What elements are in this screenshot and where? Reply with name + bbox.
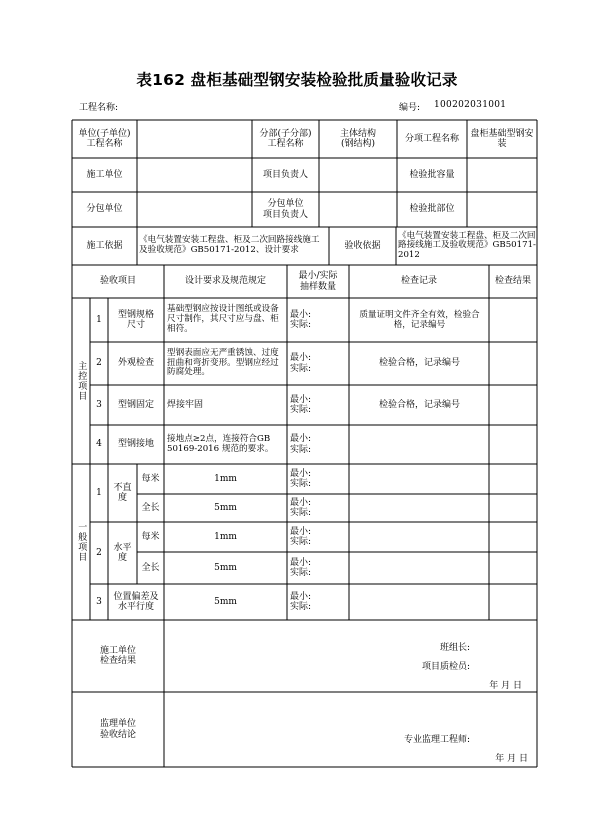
col-sample-size: 最小/实际 抽样数量	[298, 271, 338, 292]
main-item-sample[interactable]: 最小: 实际:	[290, 353, 312, 374]
subunit-name-label: 分部(子分部) 工程名称	[259, 128, 312, 149]
batch-size-label: 检验批容量	[409, 169, 455, 180]
general-item-sample[interactable]: 最小: 实际:	[290, 591, 312, 612]
general-subitem-result[interactable]	[489, 494, 537, 522]
construction-result-label: 施工单位 检查结果	[99, 645, 136, 666]
main-item-no: 4	[96, 439, 102, 450]
main-item-name: 外观检查	[117, 358, 154, 369]
batch-part-value[interactable]	[467, 192, 537, 227]
main-item-sample[interactable]: 最小: 实际:	[290, 394, 312, 415]
main-item-record: 质量证明文件齐全有效，检验合格，记录编号	[359, 310, 480, 330]
general-subitem-sample[interactable]: 最小: 实际:	[290, 526, 312, 547]
construction-basis-label: 施工依据	[86, 240, 123, 251]
main-control-label: 主控项目	[76, 361, 87, 401]
main-item-requirement: 基础型钢应按设计图纸或设备尺寸制作，其尺寸应与盘、柜相符。	[167, 304, 279, 334]
general-item-requirement: 5mm	[214, 596, 237, 607]
sub-project-manager-label: 分包单位 项目负责人	[262, 199, 308, 220]
general-item-name: 位置偏差及 水平行度	[113, 591, 159, 612]
col-inspection-result: 检查结果	[494, 276, 531, 287]
col-acceptance-item: 验收项目	[99, 276, 136, 287]
subitem-name-label: 分项工程名称	[404, 133, 459, 144]
main-item-result[interactable]	[489, 385, 537, 425]
main-item-record: 检验合格，记录编号	[378, 358, 460, 369]
general-item-no: 3	[96, 596, 102, 607]
main-item-sample[interactable]: 最小: 实际:	[290, 434, 312, 455]
general-subitem-name: 全长	[141, 502, 160, 513]
project-name-label: 工程名称:	[79, 103, 119, 113]
unit-name-value[interactable]	[137, 120, 252, 158]
general-subitem-name: 每米	[141, 531, 160, 542]
main-item-name: 型钢固定	[117, 399, 154, 410]
general-item-name: 水平 度	[113, 542, 132, 563]
general-item-no: 2	[96, 547, 102, 558]
project-manager-value[interactable]	[319, 158, 397, 192]
general-subitem-result[interactable]	[489, 464, 537, 494]
acceptance-basis-label: 验收依据	[344, 240, 381, 251]
general-subitem-requirement: 1mm	[214, 473, 237, 484]
constructor-value[interactable]	[137, 158, 252, 192]
main-item-name: 型钢接地	[117, 439, 154, 450]
subunit-name-value: 主体结构 (钢结构)	[339, 128, 376, 149]
general-subitem-record[interactable]	[349, 552, 489, 584]
main-item-requirement: 焊接牢固	[167, 399, 204, 410]
constructor-label: 施工单位	[86, 169, 123, 180]
general-subitem-name: 每米	[141, 473, 160, 484]
general-item-label: 一般项目	[76, 522, 87, 562]
main-item-no: 1	[96, 314, 102, 325]
general-subitem-record[interactable]	[349, 464, 489, 494]
subcontractor-value[interactable]	[137, 192, 252, 227]
col-design-requirement: 设计要求及规范规定	[184, 276, 266, 287]
general-subitem-requirement: 5mm	[214, 502, 237, 513]
general-subitem-sample[interactable]: 最小: 实际:	[290, 497, 312, 518]
batch-size-value[interactable]	[467, 158, 537, 192]
team-leader-label: 班组长:	[439, 642, 470, 653]
col-inspection-record: 检查记录	[400, 276, 437, 287]
general-item-record[interactable]	[349, 584, 489, 620]
general-subitem-record[interactable]	[349, 522, 489, 552]
supervision-date: 年 月 日	[495, 753, 528, 764]
main-item-requirement: 接地点≥2点，连接符合GB 50169-2016 规范的要求。	[167, 433, 274, 454]
supervision-engineer-label: 专业监理工程师:	[403, 734, 470, 745]
code-label: 编号:	[399, 103, 421, 113]
construction-basis-value: 《电气装置安装工程盘、柜及二次回路接线施工及验收规范》GB50171-2012、设计要求	[139, 235, 320, 255]
general-item-result[interactable]	[489, 584, 537, 620]
main-item-result[interactable]	[489, 298, 537, 342]
main-item-sample[interactable]: 最小: 实际:	[290, 309, 312, 330]
main-item-name: 型钢规格 尺寸	[117, 309, 154, 330]
main-item-result[interactable]	[489, 425, 537, 464]
general-item-name: 不直 度	[113, 482, 132, 503]
subcontractor-label: 分包单位	[86, 204, 123, 215]
main-item-no: 3	[96, 399, 102, 410]
project-manager-label: 项目负责人	[262, 169, 308, 180]
supervision-result-label: 监理单位 验收结论	[99, 719, 136, 740]
sub-project-manager-value[interactable]	[319, 192, 397, 227]
general-subitem-record[interactable]	[349, 494, 489, 522]
general-subitem-name: 全长	[141, 562, 160, 573]
main-item-no: 2	[96, 358, 102, 369]
general-subitem-requirement: 5mm	[214, 562, 237, 573]
main-item-record: 检验合格，记录编号	[378, 399, 460, 410]
quality-inspector-label: 项目质检员:	[421, 661, 470, 672]
general-subitem-sample[interactable]: 最小: 实际:	[290, 557, 312, 578]
main-item-record	[352, 425, 487, 464]
general-subitem-result[interactable]	[489, 522, 537, 552]
general-subitem-sample[interactable]: 最小: 实际:	[290, 468, 312, 489]
construction-date: 年 月 日	[489, 680, 522, 691]
main-item-requirement: 型钢表面应无严重锈蚀、过度扭曲和弯折变形。型钢应经过防腐处理。	[167, 347, 279, 378]
unit-name-label: 单位(子单位) 工程名称	[78, 128, 131, 149]
page-title: 表162 盘柜基础型钢安装检验批质量验收记录	[136, 71, 458, 89]
main-item-result[interactable]	[489, 342, 537, 385]
batch-part-label: 检验批部位	[409, 204, 455, 215]
general-subitem-requirement: 1mm	[214, 531, 237, 542]
general-subitem-result[interactable]	[489, 552, 537, 584]
general-item-no: 1	[96, 487, 102, 498]
acceptance-basis-value: 《电气装置安装工程盘、柜及二次回路接线施工及验收规范》GB50171-2012	[398, 230, 536, 260]
code-value: 100202031001	[434, 100, 507, 110]
subitem-name-value: 盘柜基础型钢安 装	[470, 128, 534, 149]
